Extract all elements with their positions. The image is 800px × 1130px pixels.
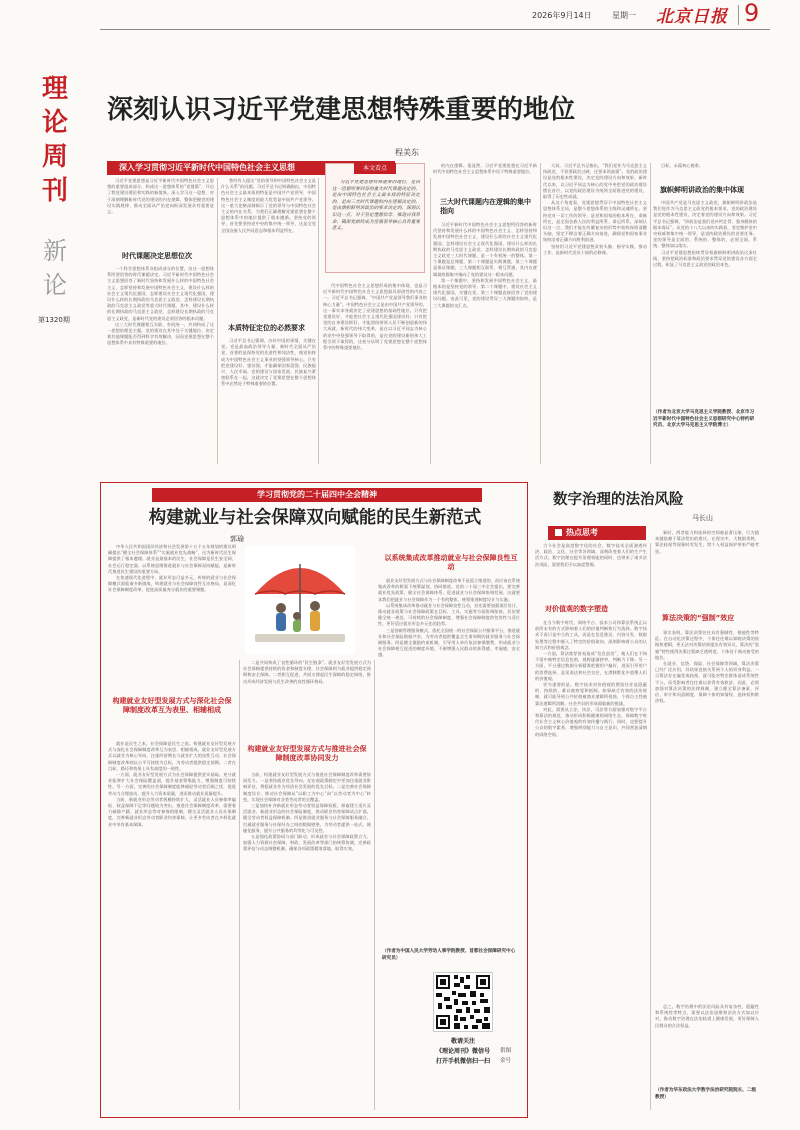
- feature-col1b: 就业是民生之本，社会保障是民生之依。构建就业友好型发展方式与深化社会保障制度改革互为表里、相辅相成。就业友好型发展方式以就业为核心导向，注重经济增长与就业扩大的良性互动；社会保障制度改革则以公平可持续为目标，为劳动者提供稳定预期。二者在目标、路径和效果上具有高度的一致性。 一方面，就业友好型发展方式为社会保障提供坚实基础。充分就业能够扩大社会保险覆盖面，提升基金筹集能力，增强制度可持续性。另一方面，完善的社会保障制度能够减轻劳动者后顾之忧，促进劳动力合理流动，提升人力资本质量，进而推动就业质量提升。 当前，新就业形态劳动者规模持续扩大，灵活就业人员参保率偏低、权益保障不足等问题较为突出。推进社会保障制度改革，需要着力破除户籍、就业形态等对参保的限制，健全灵活就业人员社保制度，完善新就业形态劳动者职业伤害保障，让更多劳动者在多样化就业中享有基本保障。: [108, 741, 236, 827]
- qr-code-icon: [434, 973, 492, 1031]
- right-kicker-text: 热点思考: [566, 528, 598, 537]
- lead-col3b: 代中国特色社会主义思想形成的集中体现，也是习近平新时代中国特色社会主义思想最具原创性的内容之一。习近平总书记强调，“中国共产党是领导我们事业的核心力量”。中国特色社会主义是由中国共产党领导的，这一事实本身就决定了党建思想的基础性地位。只有把党建设好，才能把社会主义现代化强国建设好；只有把党的自身建设抓好，才能团结带领人民不断创造新的伟大成就。新时代的伟大变革，是在以习近平同志为核心的党中央坚强领导下取得的，是在党的建设新的伟大工程引领下取得的，这充分证明了党建思想在整个思想体系中的特殊重要地位。: [323, 283, 427, 351]
- feature-author-note: （作者为中国人民大学劳动人事学院教授、首都社会保障研究中心研究员）: [382, 949, 516, 961]
- issue-number: 第1320期: [38, 316, 70, 324]
- col-rule: [239, 660, 240, 1110]
- feature-headline: 构建就业与社会保障双向赋能的民生新范式: [148, 508, 482, 528]
- lead-kicker-text: 深入学习贯彻习近平新时代中国特色社会主义思想: [119, 163, 295, 172]
- qr-cta: 打开手机微信扫一扫: [435, 1058, 490, 1065]
- feature-kicker: [152, 488, 482, 502]
- masthead-paper: 北京日报: [656, 7, 728, 27]
- lead-col6: 目标，永葆初心使命。: [661, 163, 703, 168]
- lead-author-note: （作者为北京大学马克思主义学院教授、北京市习近平新时代中国特色社会主义思想研究中心特约研究员、北京大学马克思主义学院博士）: [653, 410, 755, 429]
- qr-caption: 敬请关注: [450, 1038, 475, 1045]
- masthead-rule: [100, 29, 770, 30]
- page-number: 9: [744, 0, 760, 27]
- right-subhead-2: 算法决策的“强制”效应: [662, 614, 735, 622]
- feature-illustration: [245, 546, 355, 654]
- feature-subhead-3: 构建就业友好型发展方式与推进社会保障制度改革协同发力: [247, 745, 367, 762]
- qr-account: 《理论周刊》微信号: [435, 1048, 490, 1055]
- feature-kicker-text: 学习贯彻党的二十届四中全会精神: [257, 490, 377, 499]
- masthead-date: 2026年9月14日: [532, 11, 592, 20]
- lead-author: 程美东: [395, 148, 419, 157]
- follow-label-2: 金号: [500, 1058, 512, 1064]
- square-bullet-icon: [555, 529, 562, 536]
- col-rule: [374, 660, 375, 1110]
- lead-col2b: 习近平总书记强调，办好中国的事情，关键在党。党是最高政治领导力量，新时代全面从严治党，首要的是保持党的先进性和纯洁性，使党始终成为中国特色社会主义事业的坚强领导核心。只有把党建设好、建设强，才能确保国家富强、民族振兴、人民幸福。党的建设与国家发展、民族复兴紧密联系在一起，这就决定了党建思想在整个思想体系中必然处于特殊重要的位置。: [221, 338, 316, 387]
- sidebar: [30, 72, 82, 332]
- feature-col2: 二是共同构成了良性循环的“民生链条”。就业友好型发展方式为社会保障提供持续的资金和制度支撑，社会保障则为就业提供稳定预期和安全保障。二者相互促进，共同支撑起民生保障的稳定网络，推动形成经济发展与民生改善的良性循环格局。: [243, 660, 371, 684]
- right-col2: 新时，两者能力和选择的空间被显著压缩，行为越来越依赖于算法给出的建议。在现实中，大数据杀熟、算法歧视等现象时有发生，给个人权益保护带来严峻考验。: [655, 530, 759, 554]
- col-rule: [650, 543, 651, 1110]
- right-col1b: 在当今数字时代，网络平台、技术公司和算法系统正以前所未有的方式影响着人们的价值判断和行为选择。数字技术不再只是中立的工具，而是在信息推送、内容分发、数据处理等过程中嵌入了特定的价值取向，深刻影响着公众的认知方式和价值观念。 一方面，算法推荐容易造成“信息茧房”，使人们在不知不觉中被特定信息包围，视野逐渐狭窄，判断力下降。另一方面，平台通过数据分析精准把握用户偏好，进而引导用户的消费选择、意见表达和社会交往，在潜移默化中重塑人们的价值观。 更为重要的是，数字技术对价值观的塑造往往是隐蔽的、持续的，难以被察觉和抵制。如果缺乏有效的法治规制，就可能导致公共价值被商业逻辑所侵蚀，个体自主性被算法逻辑所消解，社会共识的形成面临新的挑战。 对此，需要从立法、执法、司法等方面加强对数字平台和算法的规范，推动形成积极健康的网络生态，保障数字时代社会主义核心价值观的有效传播与践行。同时，也要提升公众的数字素养，增强辨别能力与自主意识，共同营造清朗的网络空间。: [535, 620, 647, 737]
- masthead-divider: [738, 5, 739, 25]
- lead-highlight-box: [325, 163, 425, 273]
- right-author: 马长山: [692, 514, 713, 522]
- right-subhead-1: 对价值观的数字塑造: [545, 605, 608, 613]
- feature-col3: 就业友好型发展方式与社会保障制度改革不是孤立推进的，而应该在系统集成改革的框架下统筹谋划、协同推进。党的二十届三中全会提出，要完善就业优先政策，健全社会保障体系，促进就业与社会保障协调发展。这就要求我们把就业与社会保障作为一个有机整体，统筹推进制度设计与实施。 以系统集成改革推动就业与社会保障良性互动，首先需要加强顶层设计，推动就业政策与社会保障政策在目标、工具、实施等方面协调衔接。其次要健全统一规范、可持续的社会保障制度，增强社会保障制度的包容性与适应性，更好适应就业形态多元化的趋势。 三是创新管理服务模式。依托全国统一的社会保险公共服务平台，推进就业和社会保险数据共享，为劳动者提供覆盖全生命周期的就业服务与社会保障服务。四是健全激励约束机制，引导用人单位依法参保缴费，形成就业与社会保障相互促进的制度环境，不断增强人民群众的获得感、幸福感、安全感。: [378, 578, 520, 658]
- col-rule: [430, 178, 431, 464]
- lead-subhead-4: 旗帜鲜明讲政治的集中体现: [660, 186, 744, 194]
- masthead: [0, 0, 800, 30]
- col-rule: [650, 163, 651, 464]
- lead-col6b: 中国共产党是马克思主义政党，旗帜鲜明讲政治是我们党作为马克思主义政党的根本要求。党的政治建设是党的根本性建设，决定着党的建设方向和效果。习近平总书记强调，“讲政治是我们党补钙壮骨、强身健体的根本保证”。从党的十八大以来的实践看，坚定维护党中央权威和集中统一领导，是党的政治建设的首要任务。党的领导是全面的、系统的、整体的，必须全面、系统、整体加以落实。 习近平党建思想始终贯穿着旗帜鲜明讲政治这条红线，坚持把政治标准和政治要求贯穿党的建设各方面全过程，彰显了马克思主义政党的政治本色。: [653, 200, 757, 268]
- umbrella-people-illustration: [245, 546, 355, 654]
- right-col2b: 事实表明，算法决策往往具有强制性、排他性等特征。在自动化决策过程中，个体往往难以知晓决策的依据和逻辑，更无法对决策结果提出有效异议。算法的“黑箱”特性使得决策过程缺乏透明度，个体处于被动接受的地位。 在就业、信贷、保险、社会保障等领域，算法决策已经广泛应用，其结果直接关系到个人的切身利益。一旦算法存在偏差或歧视，就可能对特定群体造成系统性不公，而受影响者往往难以获得有效救济。因此，必须加强对算法决策的法律规制，建立健全算法备案、评估、审计和问责制度，保障个体的知情权、选择权和救济权。: [655, 630, 759, 704]
- col-rule: [540, 163, 541, 464]
- lead-col4b: 习近平新时代中国特色社会主义思想所回答的新时代坚持和发展什么样的中国特色社会主义、怎样坚持和发展中国特色社会主义，建设什么样的社会主义现代化强国、怎样建设社会主义现代化强国，建设什么样的长期执政的马克思主义政党、怎样建设长期执政的马克思主义政党三大时代课题，是一个有机统一的整体。第一个课题是总课题，第二个课题是实践课题，第三个课题是保证课题。三大课题相互联系、相互贯通，其内在逻辑最终都集中指向了党的建设这一根本问题。 第一个课题中，坚持和发展中国特色社会主义，最根本的是坚持党的领导。第二个课题中，建设社会主义现代化强国，关键在党。第三个课题直接回答了党的建设问题。由此可见，党的建设贯穿三大课题的始终，是三大课题的交汇点。: [433, 222, 537, 308]
- feature-author: 郭瑜: [230, 535, 244, 543]
- right-headline: 数字治理的法治风险: [553, 492, 684, 508]
- lead-col1b: 一个科学思想体系各组成部分的位置，由这一思想体系所要回答的时代课题决定。习近平新时代中国特色社会主义思想回答了新时代坚持和发展什么样的中国特色社会主义、怎样坚持和发展中国特色社会主义，建设什么样的社会主义现代化强国、怎样建设社会主义现代化强国，建设什么样的长期执政的马克思主义政党、怎样建设长期执政的马克思主义政党等重大时代课题。其中，建设什么样的长期执政的马克思主义政党、怎样建设长期执政的马克思主义政党，是新时代党的建设必须回答的根本问题。 这三大时代课题相互关联、有机统一，共同构成了这一思想的理论主题。党的建设在其中处于关键地位，决定着其他课题能否得到科学有效解决，因而党建思想在整个思想体系中具有特殊重要的地位。: [107, 266, 214, 346]
- col-rule: [217, 178, 218, 464]
- right-author-note: （作者为华东政法大学数字法治研究院院长、二级教授）: [655, 1088, 757, 1100]
- section-title-top: 理论周刊: [41, 74, 68, 206]
- qr-code[interactable]: [433, 972, 493, 1032]
- right-kicker: [548, 526, 646, 540]
- lead-headline: 深刻认识习近平党建思想特殊重要的地位: [107, 95, 576, 125]
- lead-subhead-1: 时代课题决定思想位次: [122, 252, 192, 260]
- right-col1: 当今社会是高度数字化的社会，数字技术全面渗透经济、政治、文化、社会等各领域，深刻改变着人们的生产生活方式。数字治理在提升治理效能的同时，也带来了诸多法治风险，需要我们予以高度警惕。: [535, 543, 647, 567]
- lead-subhead-2: 本质特征定位的必然要求: [228, 324, 305, 332]
- lead-box-text: 习近平党建思想特殊重要的地位，是由这一思想所要回答的重大时代课题决定的，是由中国特色社会主义最本质的特征决定的，是由三大时代课题的内在逻辑决定的，是由旗帜鲜明讲政治的要求决定的。深刻认识这一点，对于坚定理想信念、推进自我革命、确保党始终成为坚强领导核心具有重要意义。: [332, 180, 420, 232]
- section-title-bottom: 新论: [43, 237, 67, 299]
- feature-col2b: 当前，构建就业友好型发展方式与推进社会保障制度改革需要协同发力。一是坚持就业优先导向，在宏观政策制定中更加注重就业影响评估，将稳就业作为经济社会发展的优先目标。二是完善社会保障制度设计，推动社会保障从“以职工为中心”向“以劳动者为中心”转变，实现社会保障对各类劳动者的全覆盖。 三是加快补齐新就业形态劳动者权益保障短板。探索建立适应灵活就业、新就业形态的社会保险制度，推动职业伤害保障试点扩面，健全劳动者权益保障机制。四是推进就业服务与社会保障服务融合，打通就业服务与社保经办之间的数据壁垒，为劳动者提供一站式、便捷化服务，提升公共服务的均等化与可及性。 五是强化政策协同与部门联动，形成就业与社会保障政策合力。加强人力资源社会保障、财政、发展改革等部门的统筹协调，完善政策评估与动态调整机制，确保各项政策精准落地、取得实效。: [243, 772, 371, 852]
- follow-label-1: 供图: [500, 1048, 512, 1054]
- lead-col1: 习近平党建思想是习近平新时代中国特色社会主义思想的重要组成部分，构成这一思想体系的“党建篇”，开启了我党建设理论和实践的新境界。深入学习这一思想，对于深刻理解新时代党的建设的内在逻辑、整体把握党的建设实践规律、推动全面从严治党向纵深发展具有重要意义。: [107, 178, 214, 215]
- feature-col1: 中华人民共和国国民经济和社会发展第十五个五年规划的建议明确提出“健全社会保障体系”“实施就业优先战略”，这为新时代民生保障提供了根本遵循。就业是最基本的民生，社会保障是民生安全网、社会运行稳定器。以系统思维推进就业与社会保障双向赋能，是新时代推进民生建设的重要方向。 在快速现代化进程中，就业形态日益多元，传统的就业与社会保障模式面临诸多新挑战，构建就业与社会保障良性互动格局，是深化社会保障制度改革、促进高质量充分就业的重要课题。: [108, 544, 236, 593]
- right-col2c: 总之，数字治理中的法治风险具有复杂性、隐蔽性和系统性等特点，需要以法治思维和法治方式加以应对，推动数字治理在法治轨道上健康发展，更好保障人民群众的合法权益。: [655, 1004, 759, 1028]
- lead-col4: 的内在逻辑。很显然，习近平党建思想在习近平新时代中国特色社会主义思想体系中居于特殊重要地位。: [433, 163, 537, 175]
- masthead-weekday: 星期一: [612, 11, 636, 20]
- feature-subhead-1: 以系统集成改革推动就业与社会保障良性互动: [384, 554, 518, 571]
- lead-box-tag: 本文看点: [354, 163, 396, 174]
- lead-col5: 大局。习近平总书记指出，“我们党作为马克思主义执政党，不但要政治过硬，还要本领高强”。党的政治建设是党的根本性建设，决定党的建设方向和效果。新时代以来，以习近平同志为核心的党中央把党的政治建设摆在首位，以党的政治建设为统领全面推进党的建设，取得了历史性成就。 从这个角度看，党建思想贯穿于中国特色社会主义思想体系全局，是整个思想体系的主线和灵魂所在。坚持党对一切工作的领导，是党和国家的根本所在、命脉所在，是全国各族人民的利益所系、命运所系。深刻认识这一点，我们才能在纷繁复杂的形势中始终保持清醒头脑，坚定不移沿着正确方向前进，确保党和国家事业始终沿着正确方向胜利前进。 坚持用习近平党建思想武装头脑、指导实践、推动工作，是新时代党员干部的必修课。: [543, 163, 647, 255]
- lead-col2: 曾经有人提出“党的领导和中国特色社会主义是什么关系”的问题。习近平总书记明确指出，中国特色社会主义最本质的特征是中国共产党领导，中国特色社会主义制度的最大优势是中国共产党领导。这一重大论断深刻揭示了党的领导与中国特色社会主义的内在关系，为我们正确理解党建思想在整个思想体系中的地位提供了根本遵循。坚持党的领导，首先要坚持党中央的集中统一领导，这是全党全国各族人民共同意志和根本利益所在。: [221, 178, 316, 233]
- feature-subhead-2: 构建就业友好型发展方式与深化社会保障制度改革互为表里、相辅相成: [112, 697, 232, 714]
- col-rule: [318, 178, 319, 464]
- lead-subhead-3: 三大时代课题内在逻辑的集中指向: [440, 198, 531, 215]
